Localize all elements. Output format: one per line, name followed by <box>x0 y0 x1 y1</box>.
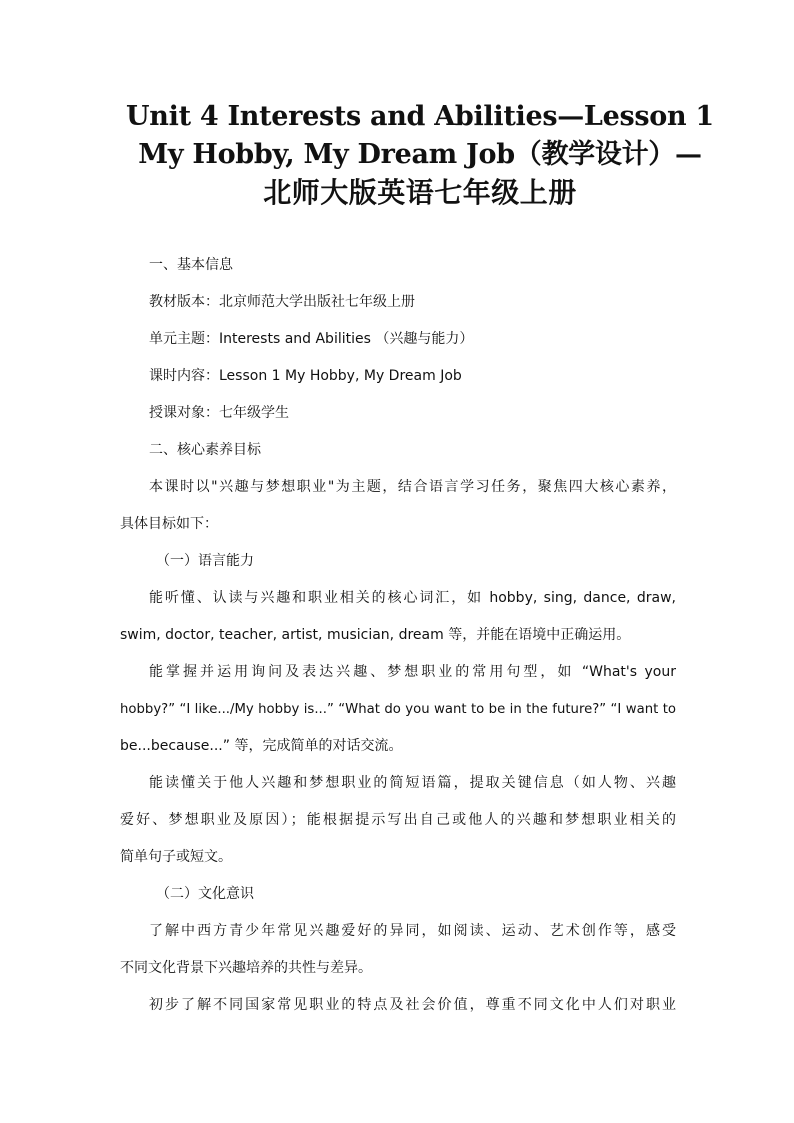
document-body <box>120 247 676 1024</box>
title-line-3: 北师大版英语七年级上册 <box>263 176 577 209</box>
title-line-2: My Hobby, My Dream Job（教学设计）— <box>138 139 702 170</box>
document-title <box>100 98 740 212</box>
lang-p3-line-3: 简单句子或短文。 <box>120 849 232 865</box>
core-literacy-heading: 二、核心素养目标 <box>149 442 261 458</box>
culture-awareness-heading: （二）文化意识 <box>156 886 254 902</box>
lang-p2-line-1: 能掌握并运用询问及表达兴趣、梦想职业的常用句型，如 “What's your <box>149 664 676 680</box>
lang-p1-line-2: swim, doctor, teacher, artist, musician, dream 等，并能在语境中正确运用。 <box>120 627 631 643</box>
lang-p3-line-1: 能读懂关于他人兴趣和梦想职业的简短语篇，提取关键信息（如人物、兴趣 <box>149 775 676 791</box>
culture-p2-line-1: 初步了解不同国家常见职业的特点及社会价值，尊重不同文化中人们对职业 <box>149 997 676 1013</box>
lang-p2-line-2: hobby?” “I like.../My hobby is...” “What do you want to be in the future?” “I want to <box>120 702 676 717</box>
unit-theme: 单元主题：Interests and Abilities （兴趣与能力） <box>149 331 474 347</box>
audience: 授课对象：七年级学生 <box>149 405 289 421</box>
lang-p2-line-3: be...because...” 等，完成简单的对话交流。 <box>120 738 403 754</box>
language-ability-heading: （一）语言能力 <box>156 553 254 569</box>
intro-line-2: 具体目标如下： <box>120 516 218 532</box>
lang-p1-line-1: 能听懂、认读与兴趣和职业相关的核心词汇，如 hobby, sing, dance, draw, <box>149 590 676 606</box>
culture-p1-line-2: 不同文化背景下兴趣培养的共性与差异。 <box>120 960 372 976</box>
intro-line-1: 本课时以"兴趣与梦想职业"为主题，结合语言学习任务，聚焦四大核心素养， <box>149 479 676 495</box>
basic-info-heading: 一、基本信息 <box>149 257 233 273</box>
culture-p1-line-1: 了解中西方青少年常见兴趣爱好的异同，如阅读、运动、艺术创作等，感受 <box>149 923 676 939</box>
lang-p3-line-2: 爱好、梦想职业及原因）；能根据提示写出自己或他人的兴趣和梦想职业相关的 <box>120 812 676 828</box>
textbook-version: 教材版本：北京师范大学出版社七年级上册 <box>149 294 415 310</box>
lesson-content: 课时内容：Lesson 1 My Hobby, My Dream Job <box>149 368 462 384</box>
title-line-1: Unit 4 Interests and Abilities—Lesson 1 <box>126 101 714 132</box>
